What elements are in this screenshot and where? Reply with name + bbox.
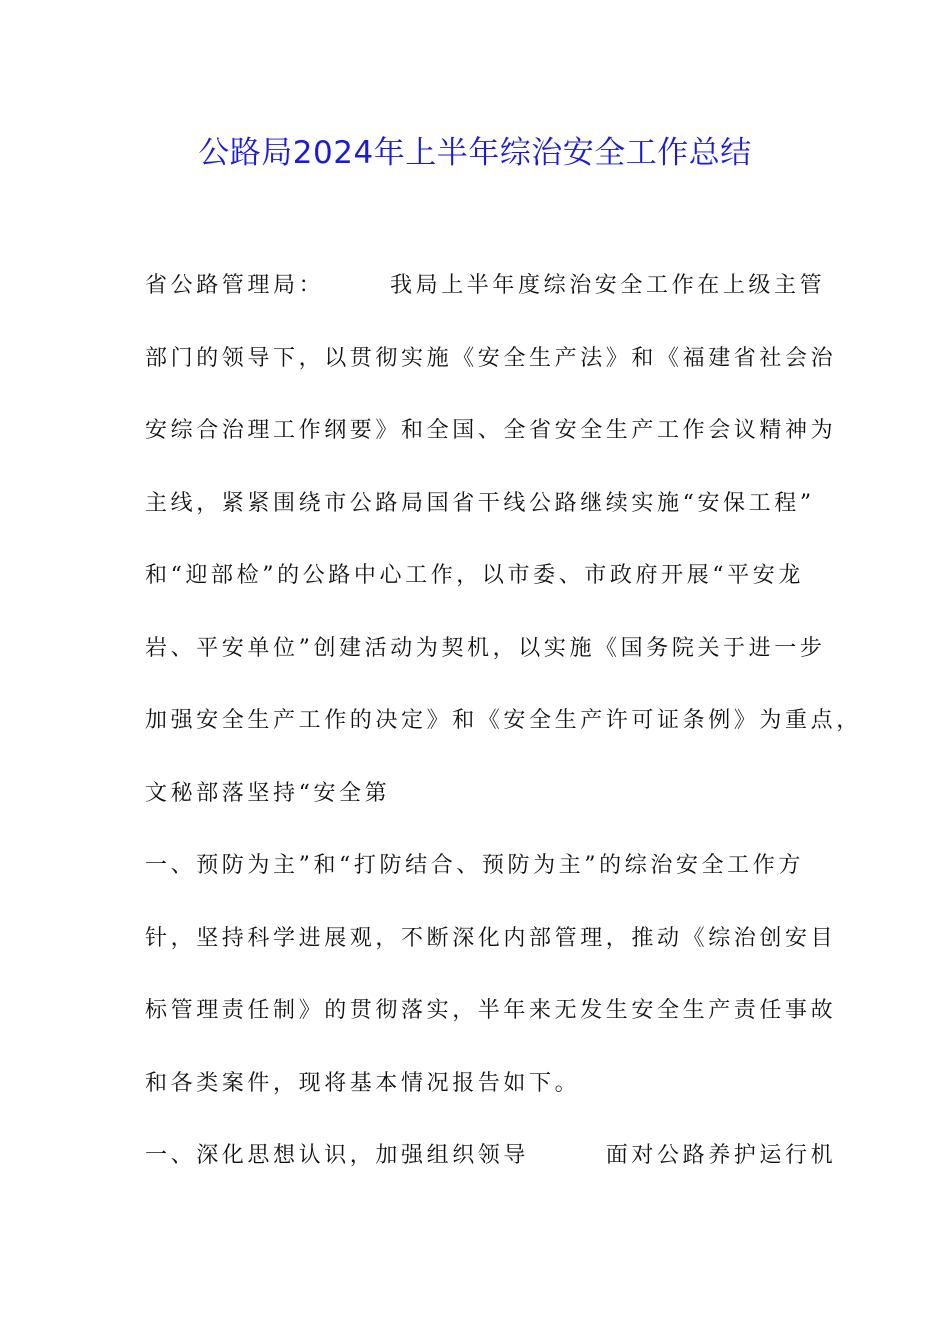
body-line: 一、预防为主”和“打防结合、预防为主”的综治安全工作方 [145,853,804,878]
body-line: 针，坚持科学进展观，不断深化内部管理，推动《综治创安目 [145,925,837,951]
document-body [145,250,862,1193]
document-title: 公路局2024年上半年综治安全工作总结 [198,135,752,171]
body-line: 省公路管理局： 我局上半年度综治安全工作在上级主管 [145,273,826,298]
body-line: 一、深化思想认识，加强组织领导 面对公路养护运行机 [145,1143,837,1168]
body-line: 文秘部落坚持“安全第 [145,780,391,806]
body-line: 岩、平安单位”创建活动为契机，以实施《国务院关于进一步 [145,635,826,661]
body-line: 加强安全生产工作的决定》和《安全生产许可证条例》为重点， [145,708,862,733]
body-line: 和各类案件，现将基本情况报告如下。 [145,1070,581,1096]
body-line: 标管理责任制》的贯彻落实，半年来无发生安全生产责任事故 [145,998,837,1023]
body-line: 主线，紧紧围绕市公路局国省干线公路继续实施“安保工程” [145,490,815,516]
body-line: 部门的领导下，以贯彻实施《安全生产法》和《福建省社会治 [145,345,837,371]
body-line: 安综合治理工作纲要》和全国、全省安全生产工作会议精神为 [145,418,837,443]
body-line: 和“迎部检”的公路中心工作，以市委、市政府开展“平安龙 [145,563,804,588]
